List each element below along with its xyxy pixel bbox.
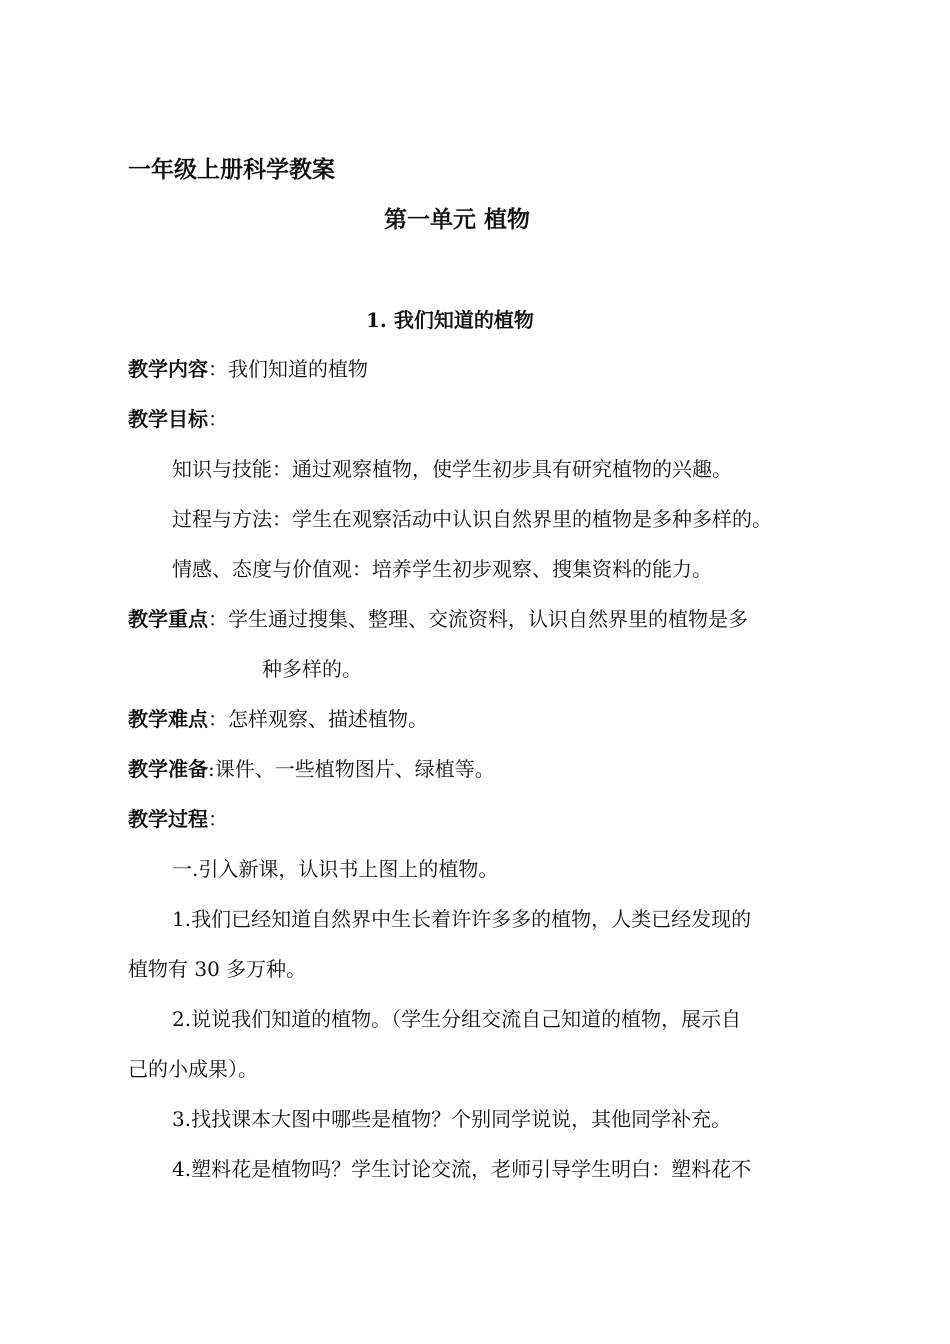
teaching-objectives-label: 教学目标	[128, 407, 208, 431]
teaching-objectives-colon: ：	[208, 407, 228, 431]
process-colon: ：	[208, 807, 228, 831]
objective-item: 情感、态度与价值观：培养学生初步观察、搜集资料的能力。	[172, 557, 712, 581]
process-heading	[128, 807, 228, 831]
process-paragraph-1-line-1: 1.我们已经知道自然界中生长着许许多多的植物，人类已经发现的	[172, 907, 752, 931]
preparation-row	[128, 757, 495, 781]
teaching-content-text: ：我们知道的植物	[208, 357, 368, 381]
key-points-continuation: 种多样的。	[262, 657, 362, 681]
objective-item: 知识与技能：通过观察植物，使学生初步具有研究植物的兴趣。	[172, 457, 732, 481]
process-intro: 一.引入新课，认识书上图上的植物。	[172, 857, 499, 881]
difficulties-text: ：怎样观察、描述植物。	[208, 707, 428, 731]
teaching-content-label: 教学内容	[128, 357, 208, 381]
document-title: 一年级上册科学教案	[128, 156, 335, 183]
difficulties-row	[128, 707, 428, 731]
key-points-label: 教学重点	[128, 607, 208, 631]
teaching-content-row	[128, 357, 368, 381]
preparation-text: :课件、一些植物图片、绿植等。	[208, 757, 495, 781]
process-paragraph-1-line-2: 植物有 30 多万种。	[128, 957, 307, 981]
process-paragraph-2-line-2: 己的小成果）。	[128, 1057, 258, 1081]
lesson-title: 1. 我们知道的植物	[366, 308, 534, 332]
objective-item: 过程与方法：学生在观察活动中认识自然界里的植物是多种多样的。	[172, 507, 772, 531]
process-paragraph-3: 3.找找课本大图中哪些是植物？个别同学说说，其他同学补充。	[172, 1107, 732, 1131]
key-points-row	[128, 607, 748, 631]
process-paragraph-2-line-1: 2.说说我们知道的植物。（学生分组交流自己知道的植物，展示自	[172, 1007, 742, 1031]
process-label: 教学过程	[128, 807, 208, 831]
difficulties-label: 教学难点	[128, 707, 208, 731]
unit-title: 第一单元 植物	[384, 206, 531, 233]
teaching-objectives-heading	[128, 407, 228, 431]
preparation-label: 教学准备	[128, 757, 208, 781]
key-points-text: ：学生通过搜集、整理、交流资料，认识自然界里的植物是多	[208, 607, 748, 631]
process-paragraph-4: 4.塑料花是植物吗？学生讨论交流，老师引导学生明白：塑料花不	[172, 1157, 752, 1181]
